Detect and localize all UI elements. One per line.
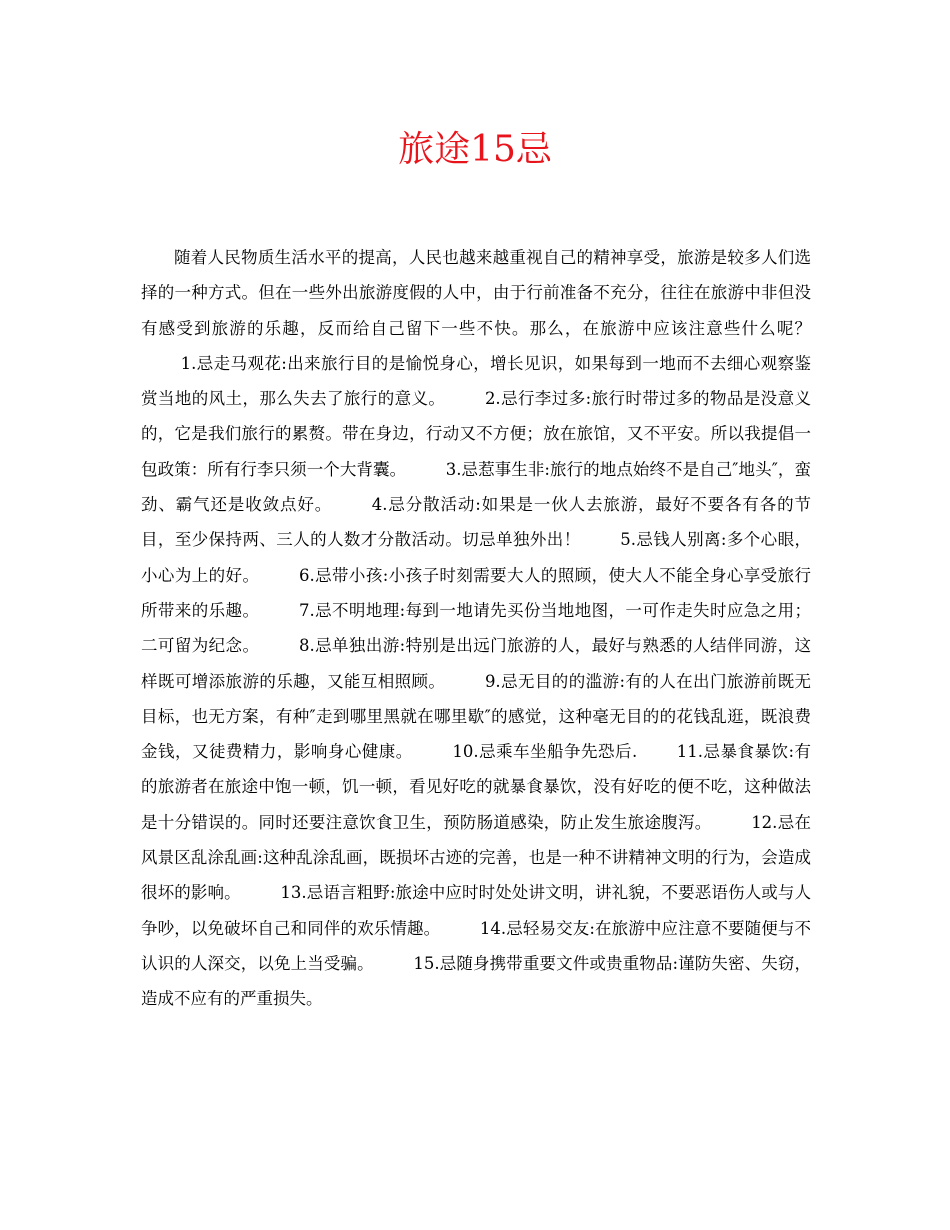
body-paragraph: [141, 240, 811, 1017]
tip-item-13: 13.忌语言粗野:旅途中应时时处处讲文明，讲礼貌，不要恶语伤人或与人争吵，以免破坏自己和同伴的欢乐情趣。: [141, 883, 811, 938]
tip-item-2: 2.忌行李过多:旅行时带过多的物品是没意义的，它是我们旅行的累赘。带在身边，行动又不方便；放在旅馆，又不平安。所以我提倡一包政策：所有行李只须一个大背囊。: [141, 389, 811, 479]
tip-item-11: 11.忌暴食暴饮:有的旅游者在旅途中饱一顿，饥一顿，看见好吃的就暴食暴饮，没有好吃的便不吃，这种做法是十分错误的。同时还要注意饮食卫生，预防肠道感染，防止发生旅途腹泻。: [141, 742, 811, 832]
tip-item-10: 10.忌乘车坐船争先恐后.: [452, 742, 638, 762]
tip-item-14: 14.忌轻易交友:在旅游中应注意不要随便与不认识的人深交，以免上当受骗。: [141, 918, 812, 973]
tip-item-15: 15.忌随身携带重要文件或贵重物品:谨防失密、失窃，造成不应有的严重损失。: [141, 953, 811, 1009]
intro-text: 随着人民物质生活水平的提高，人民也越来越重视自己的精神享受，旅游是较多人们选择的一种方式。但在一些外出旅游度假的人中，由于行前准备不充分，往往在旅游中非但没有感受到旅游的乐趣，反而给自己留下一些不快。那么，在旅游中应该注意些什么呢？: [141, 248, 811, 338]
tip-item-12: 12.忌在风景区乱涂乱画:这种乱涂乱画，既损坏古迹的完善，也是一种不讲精神文明的行为，会造成很坏的影响。: [141, 812, 811, 903]
tip-item-4: 4.忌分散活动:如果是一伙人去旅游，最好不要各有各的节目，至少保持两、三人的人数才分散活动。切忌单独外出！: [141, 495, 811, 550]
tip-item-5: 5.忌钱人别离:多个心眼，小心为上的好。: [141, 530, 811, 585]
tip-item-9: 9.忌无目的的滥游:有的人在出门旅游前既无目标，也无方案，有种″走到哪里黑就在哪里歇″的感觉，这种毫无目的的花钱乱逛，既浪费金钱，又徒费精力，影响身心健康。: [141, 671, 811, 762]
tip-item-7: 7.忌不明地理:每到一地请先买份当地地图，一可作走失时应急之用；二可留为纪念。: [141, 600, 811, 656]
document-title: 旅途15忌: [398, 129, 552, 170]
tip-item-1: 1.忌走马观花:出来旅行目的是愉悦身心，增长见识，如果每到一地而不去细心观察鉴赏当地的风土，那么失去了旅行的意义。: [141, 353, 811, 409]
tip-item-6: 6.忌带小孩:小孩子时刻需要大人的照顾，使大人不能全身心享受旅行所带来的乐趣。: [141, 565, 811, 620]
tip-item-3: 3.忌惹事生非:旅行的地点始终不是自己″地头″，蛮劲、霸气还是收敛点好。: [141, 459, 811, 515]
tip-item-8: 8.忌单独出游:特别是出远门旅游的人，最好与熟悉的人结伴同游，这样既可增添旅游的乐趣，又能互相照顾。: [141, 636, 811, 691]
